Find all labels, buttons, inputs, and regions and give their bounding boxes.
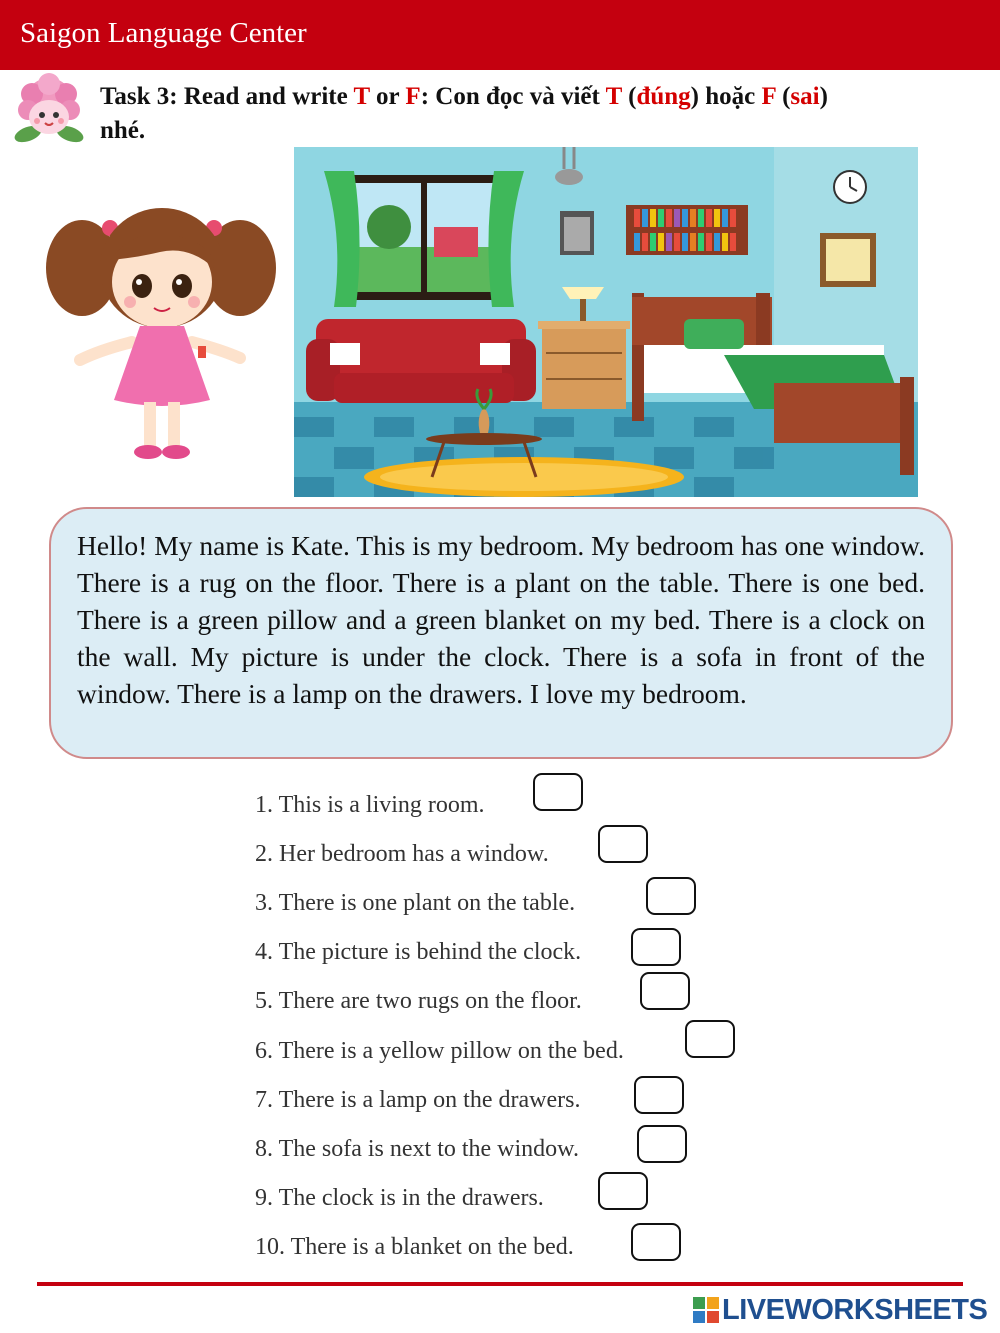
task-open2: ( <box>775 83 791 110</box>
answer-box-5[interactable] <box>640 972 690 1010</box>
question-2: 2. Her bedroom has a window. <box>255 841 549 867</box>
liveworksheets-logo <box>693 1293 987 1327</box>
task-end: nhé. <box>100 117 146 144</box>
question-1: 1. This is a living room. <box>255 792 485 818</box>
answer-box-7[interactable] <box>634 1076 684 1114</box>
task-vietnamese: : Con đọc và viết <box>420 83 606 110</box>
answer-box-2[interactable] <box>598 825 648 863</box>
answer-box-8[interactable] <box>637 1125 687 1163</box>
question-6: 6. There is a yellow pillow on the bed. <box>255 1038 624 1064</box>
answer-box-10[interactable] <box>631 1223 681 1261</box>
question-10: 10. There is a blanket on the bed. <box>255 1234 574 1260</box>
task-t: T <box>353 83 370 110</box>
answer-box-3[interactable] <box>646 877 696 915</box>
flower-mascot-icon <box>8 72 90 152</box>
answer-box-6[interactable] <box>685 1020 735 1058</box>
task-t2: T <box>605 83 622 110</box>
liveworksheets-mark-icon <box>693 1297 719 1323</box>
task-instruction <box>100 80 910 148</box>
girl-kate-illustration <box>40 190 285 470</box>
task-close1: ) hoặc <box>690 83 762 110</box>
task-label: Task 3: Read and write <box>100 83 354 110</box>
question-7: 7. There is a lamp on the drawers. <box>255 1087 581 1113</box>
task-true-word: đúng <box>636 83 691 110</box>
answer-box-4[interactable] <box>631 928 681 966</box>
header-title: Saigon Language Center <box>20 17 307 49</box>
task-open1: ( <box>621 83 637 110</box>
task-or: or <box>369 83 406 110</box>
answer-box-9[interactable] <box>598 1172 648 1210</box>
logo-text: LIVEWORKSHEETS <box>722 1293 988 1326</box>
question-5: 5. There are two rugs on the floor. <box>255 988 582 1014</box>
task-f2: F <box>761 83 776 110</box>
footer-divider <box>37 1282 963 1286</box>
question-3: 3. There is one plant on the table. <box>255 890 576 916</box>
bedroom-illustration <box>294 147 918 497</box>
task-false-word: sai <box>790 83 820 110</box>
question-8: 8. The sofa is next to the window. <box>255 1136 579 1162</box>
header-bar <box>0 0 1000 70</box>
question-4: 4. The picture is behind the clock. <box>255 939 582 965</box>
task-close2: ) <box>819 83 828 110</box>
task-f: F <box>405 83 421 110</box>
answer-box-1[interactable] <box>533 773 583 811</box>
reading-passage: Hello! My name is Kate. This is my bedroom. My bedroom has one window. There is a rug on the floor. There is a plant on the table. There is one bed. There is a green pillow and a green blanket on my bed. There is a clock on the wall. My picture is under the clock. There is a sofa in front of the window. There is a lamp on the drawers. I love my bedroom. <box>49 507 953 759</box>
question-9: 9. The clock is in the drawers. <box>255 1185 544 1211</box>
